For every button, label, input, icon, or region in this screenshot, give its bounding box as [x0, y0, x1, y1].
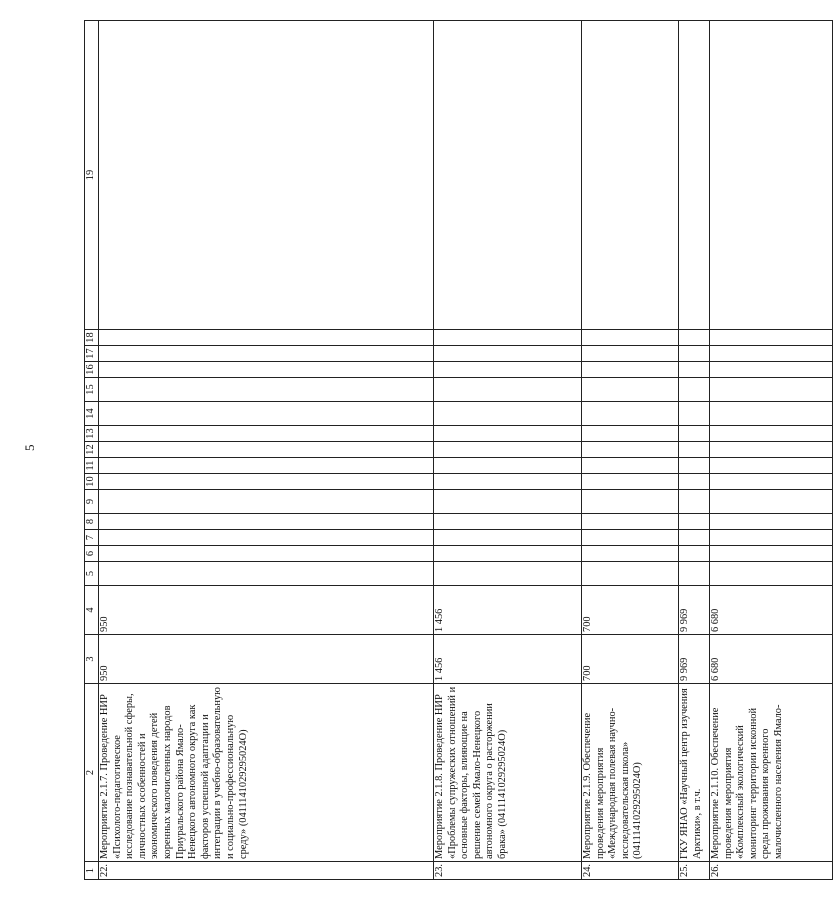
column-header: 9 [85, 490, 99, 514]
column-header: 8 [85, 514, 99, 530]
row-description: Мероприятие 2.1.9. Обеспечение проведения мероприятия «Международная полевая научно-исследовательская школа» (0411141029295024O) [582, 684, 679, 862]
row-description: Мероприятие 2.1.7. Проведение НИР «Психолого-педагогическое исследование познавательной сферы, личностных особенностей и экономического поведения детей коренных малочисленных народов Приуральского района Ямало-Ненецкого автономного округа как факторов успешной адаптации и интеграции в учебно-образовательную и социально-профессиональную среду» (0411141029295024O) [99, 684, 434, 862]
column-header: 3 [85, 635, 99, 684]
row-description: Мероприятие 2.1.10. Обеспечение проведения мероприятия «Комплексный экологический мониторинг территории исконной среды проживания коренного малочисленного населения Ямало- [710, 684, 833, 862]
row-number: 24. [582, 862, 679, 880]
value-cell: 700 [582, 635, 679, 684]
value-cell: 1 456 [434, 635, 582, 684]
column-header: 15 [85, 378, 99, 402]
column-header: 11 [85, 458, 99, 474]
value-cell: 6 680 [710, 586, 833, 635]
page-number: 5 [22, 444, 37, 451]
table-row [99, 21, 434, 880]
column-header: 7 [85, 530, 99, 546]
table-row [434, 21, 582, 880]
column-header: 5 [85, 562, 99, 586]
table-row [679, 21, 710, 880]
column-header: 10 [85, 474, 99, 490]
value-cell: 1 456 [434, 586, 582, 635]
column-header: 13 [85, 426, 99, 442]
table-row [710, 21, 833, 880]
row-number: 26. [710, 862, 833, 880]
column-header: 17 [85, 346, 99, 362]
row-description: ГКУ ЯНАО «Научный центр изучения Арктики», в т.ч. [679, 684, 710, 862]
row-number: 23. [434, 862, 582, 880]
column-number-row [85, 21, 99, 880]
column-header: 1 [85, 862, 99, 880]
column-header: 14 [85, 402, 99, 426]
rotated-table-container [84, 20, 784, 880]
column-header: 16 [85, 362, 99, 378]
column-header: 6 [85, 546, 99, 562]
column-header: 18 [85, 330, 99, 346]
value-cell: 9 969 [679, 635, 710, 684]
row-number: 22. [99, 862, 434, 880]
column-header: 19 [85, 21, 99, 330]
table-row [582, 21, 679, 880]
value-cell: 950 [99, 635, 434, 684]
value-cell: 9 969 [679, 586, 710, 635]
budget-table [84, 20, 833, 880]
value-cell: 700 [582, 586, 679, 635]
row-number: 25. [679, 862, 710, 880]
value-cell: 950 [99, 586, 434, 635]
value-cell: 6 680 [710, 635, 833, 684]
column-header: 12 [85, 442, 99, 458]
column-header: 4 [85, 586, 99, 635]
row-description: Мероприятие 2.1.8. Проведение НИР «Проблемы супружеских отношений и основные факторы, влияющие на решение семей Ямало-Ненецкого автономного округа о расторжении брака» (0411141029295024O) [434, 684, 582, 862]
column-header: 2 [85, 684, 99, 862]
